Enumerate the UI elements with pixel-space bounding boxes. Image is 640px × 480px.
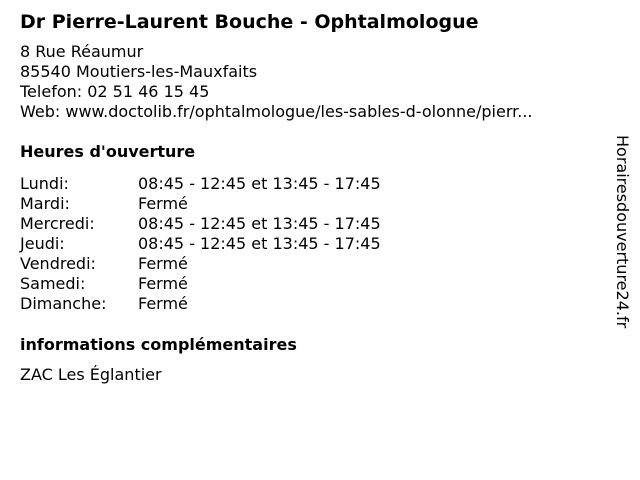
hours-table bbox=[20, 174, 600, 314]
day-label: Vendredi: bbox=[20, 254, 96, 273]
day-label: Lundi: bbox=[20, 174, 69, 193]
business-listing bbox=[20, 9, 600, 385]
hours-heading: Heures d'ouverture bbox=[20, 142, 196, 161]
address-city: 85540 Moutiers-les-Mauxfaits bbox=[20, 62, 258, 81]
hours-row-lundi bbox=[20, 174, 600, 194]
hours-row-jeudi bbox=[20, 234, 600, 254]
day-hours: 08:45 - 12:45 et 13:45 - 17:45 bbox=[138, 174, 381, 193]
day-label: Mercredi: bbox=[20, 214, 95, 233]
hours-row-dimanche bbox=[20, 294, 600, 314]
day-hours: Fermé bbox=[138, 254, 188, 273]
day-label: Jeudi: bbox=[20, 234, 65, 253]
website-link[interactable]: Web: www.doctolib.fr/ophtalmologue/les-sables-d-olonne/pierr... bbox=[20, 102, 533, 121]
address-block bbox=[20, 42, 600, 122]
info-heading: informations complémentaires bbox=[20, 335, 297, 354]
day-label: Dimanche: bbox=[20, 294, 107, 313]
phone-number[interactable]: Telefon: 02 51 46 15 45 bbox=[20, 82, 210, 101]
day-hours: 08:45 - 12:45 et 13:45 - 17:45 bbox=[138, 234, 381, 253]
day-label: Mardi: bbox=[20, 194, 70, 213]
day-label: Samedi: bbox=[20, 274, 86, 293]
hours-row-mercredi bbox=[20, 214, 600, 234]
info-text: ZAC Les Églantier bbox=[20, 365, 162, 384]
address-street: 8 Rue Réaumur bbox=[20, 42, 144, 61]
page-title: Dr Pierre-Laurent Bouche - Ophtalmologue bbox=[20, 11, 479, 33]
day-hours: Fermé bbox=[138, 194, 188, 213]
hours-row-samedi bbox=[20, 274, 600, 294]
day-hours: Fermé bbox=[138, 294, 188, 313]
day-hours: Fermé bbox=[138, 274, 188, 293]
site-brand-watermark: Horairesdouverture24.fr bbox=[613, 135, 632, 329]
hours-row-vendredi bbox=[20, 254, 600, 274]
hours-row-mardi bbox=[20, 194, 600, 214]
day-hours: 08:45 - 12:45 et 13:45 - 17:45 bbox=[138, 214, 381, 233]
